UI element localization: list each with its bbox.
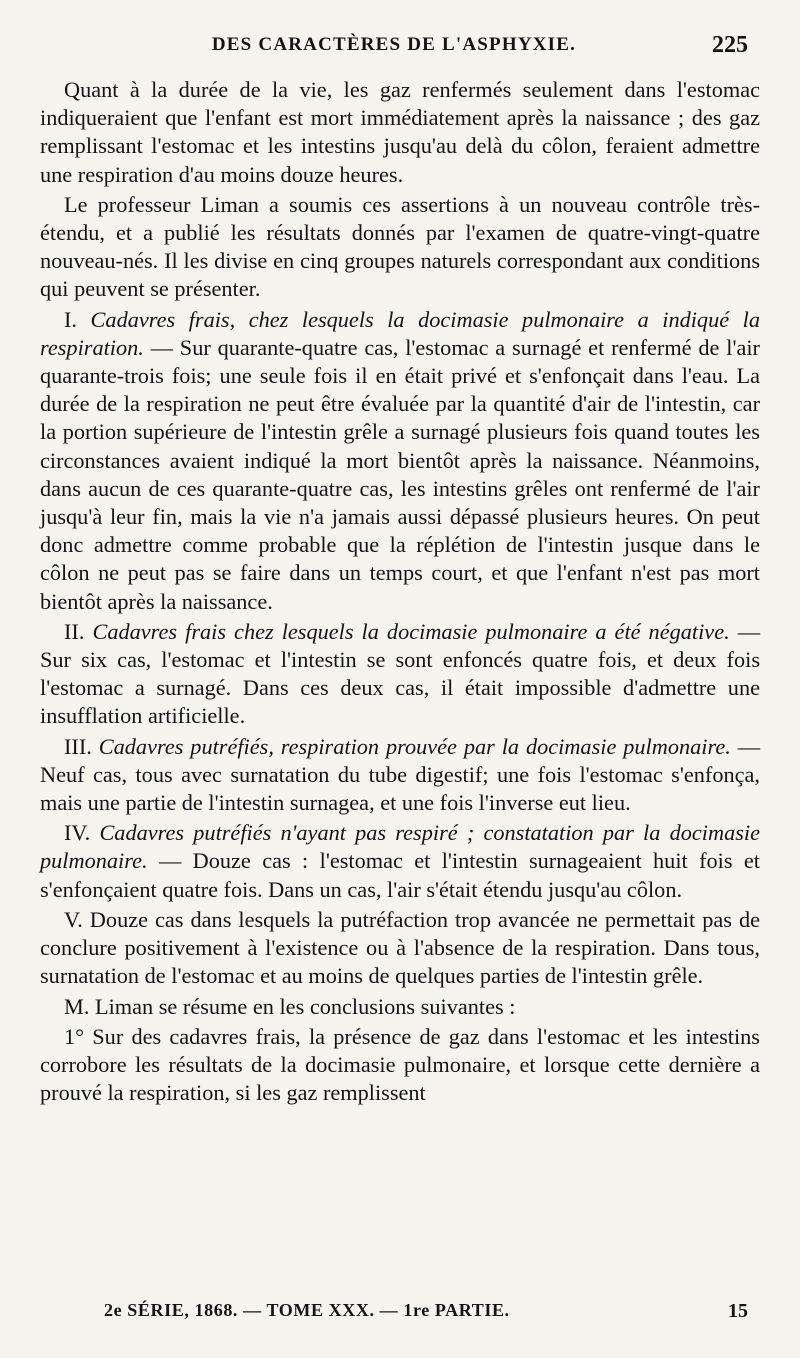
group-heading: Cadavres frais chez lesquels la docimasie pulmonaire a été négative.	[92, 618, 730, 644]
group-text: — Douze cas : l'estomac et l'intestin surnageaient huit fois et s'enfonçaient quatre fois. Dans un cas, l'air s'était étendu jusqu'au côlon.	[40, 848, 761, 902]
paragraph-liman-study: Le professeur Liman a soumis ces assertions à un nouveau contrôle très-étendu, et a publié les résultats donnés par l'examen de quatre-vingt-quatre nouveau-nés. Il les divise en cinq groupes naturels correspondant aux conditions qui peuvent se présenter.	[40, 191, 760, 302]
group-number: I.	[64, 306, 77, 332]
paragraph-conclusions-intro: M. Liman se résume en les conclusions suivantes :	[64, 993, 516, 1019]
group-5-paragraph: V. Douze cas dans lesquels la putréfaction trop avancée ne permettait pas de conclure positivement à l'existence ou à l'absence de la respiration. Dans tous, surnatation de l'estomac et au moins de quelques parties de l'intestin grêle.	[40, 906, 760, 989]
page-body	[40, 76, 760, 1107]
group-heading: Cadavres putréfiés, respiration prouvée par la docimasie pulmonaire.	[98, 733, 731, 759]
page-header	[40, 34, 748, 68]
paragraph-conclusion-1: 1° Sur des cadavres frais, la présence de gaz dans l'estomac et les intestins corrobore les résultats de la docimasie pulmonaire, et lorsque cette dernière a prouvé la respiration, si les gaz remplissent	[40, 1023, 760, 1106]
group-3-paragraph	[40, 733, 760, 818]
group-number: III.	[64, 733, 92, 759]
page-number: 225	[712, 32, 748, 58]
group-2-paragraph	[40, 618, 760, 731]
group-heading: Cadavres frais, chez lesquels la docimasie pulmonaire a indiqué la respiration.	[40, 306, 761, 360]
series-line: 2e SÉRIE, 1868. — TOME XXX. — 1re PARTIE.	[104, 1300, 510, 1320]
group-heading: Cadavres putréfiés n'ayant pas respiré ; constatation par la docimasie pulmonaire.	[40, 820, 760, 874]
page-footer	[40, 1300, 748, 1330]
paragraph-duration: Quant à la durée de la vie, les gaz renfermés seulement dans l'estomac indiqueraient que l'enfant est mort immédiatement après la naissance ; des gaz remplissant l'estomac et les intestins jusqu'au delà du côlon, feraient admettre une respiration d'au moins douze heures.	[40, 77, 760, 187]
group-text: — Sur quarante-quatre cas, l'estomac a surnagé et renfermé de l'air quarante-trois fois; une seule fois il en était privé et s'enfonçait dans l'eau. La durée de la respiration ne peut être évaluée par la quantité d'air de l'intestin, car la portion supérieure de l'intestin grêle a surnagé plusieurs fois quand toutes les circonstances avaient indiqué la mort bientôt après la naissance. Néanmoins, dans aucun de ces quarante-quatre cas, les intestins grêles ont renfermé de l'air jusqu'à leur fin, mais la vie n'a jamais aussi dépassé plusieurs heures. On peut donc admettre comme probable que la réplétion de l'intestin jusque dans le côlon ne peut pas se faire dans un temps court, et que l'enfant n'est pas mort bientôt après la naissance.	[40, 334, 760, 614]
group-1-paragraph	[40, 306, 760, 616]
group-number: II.	[64, 618, 85, 644]
group-text: — Neuf cas, tous avec surnatation du tube digestif; une fois l'estomac s'enfonça, mais une partie de l'intestin surnagea, et une fois l'inverse eut lieu.	[40, 733, 761, 816]
group-text: — Sur six cas, l'estomac et l'intestin se sont enfoncés quatre fois, et deux fois l'estomac a surnagé. Dans ces deux cas, il était impossible d'admettre une insufflation artificielle.	[40, 618, 760, 729]
group-4-paragraph	[40, 819, 760, 904]
signature-mark: 15	[728, 1300, 748, 1322]
group-number: IV.	[64, 820, 91, 846]
running-title: DES CARACTÈRES DE L'ASPHYXIE.	[211, 34, 577, 55]
